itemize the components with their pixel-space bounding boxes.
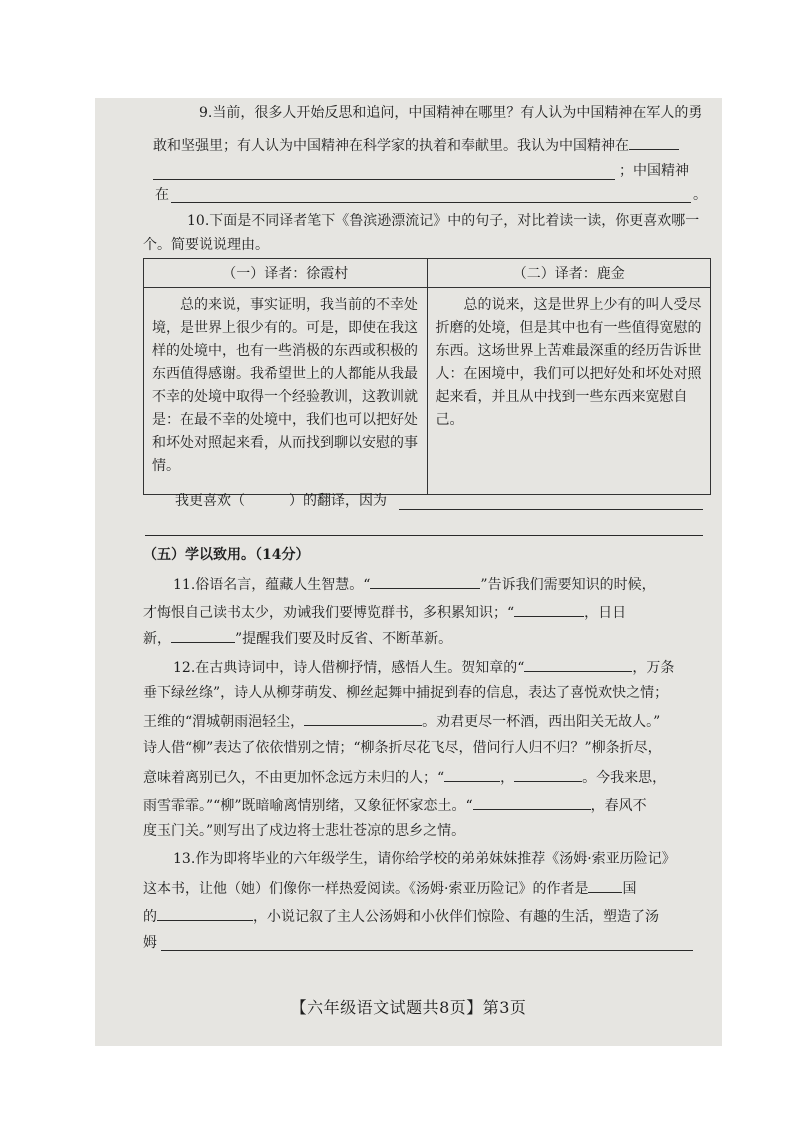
q12-line-1 <box>173 657 674 677</box>
q9-line-1 <box>199 104 702 122</box>
q11-text-2: ”告诉我们需要知识的时候， <box>480 577 656 593</box>
q9-answer-blank-2[interactable] <box>153 179 615 180</box>
q9-text-1: 9.当前，很多人开始反思和追问，中国精神在哪里？有人认为中国精神在军人的勇 <box>199 105 703 121</box>
q12-text-6: 诗人借“柳”表达了依依惜别之情；“柳条折尽花飞尽，借问行人归不归？”柳条折尽， <box>143 740 662 756</box>
q9-line-2 <box>153 135 679 155</box>
translation-text-2 <box>427 288 711 495</box>
q12-text-12: 度玉门关。”则写出了戍边将士悲壮苍凉的思乡之情。 <box>143 823 466 839</box>
translation-paragraph-1: 总的来说，事实证明，我当前的不幸处境，是世界上很少有的。可是，即使在我这样的处境中，也有一些消极的东西或积极的东西值得感谢。我希望世上的人都能从我最不幸的处境中取得一个经验教训，这教训就是：在最不幸的处境中，我们也可以把好处和坏处对照起来看，从而找到聊以安慰的事情。 <box>152 297 418 474</box>
page-footer: 【六年级语文试题共8页】第3页 <box>290 998 527 1017</box>
q13-text-1: 13.作为即将毕业的六年级学生，请你给学校的弟弟妹妹推荐《汤姆·索亚历险记》 <box>173 851 676 867</box>
translation-text-1 <box>144 288 428 495</box>
q12-text-9: 。今我来思， <box>582 770 667 786</box>
q11-text-4: ，日日 <box>584 605 627 621</box>
q13-text-2: 这本书，让他（她）们像你一样热爱阅读。《汤姆·索亚历险记》的作者是 <box>143 881 589 897</box>
q11-line-1 <box>173 574 656 594</box>
q12-blank-1[interactable] <box>524 657 632 672</box>
q9-text-3: ；中国精神 <box>619 163 689 179</box>
header-translator-1: （一）译者：徐霞村 <box>144 259 428 288</box>
q10-text-1: 10.下面是不同译者笔下《鲁滨逊漂流记》中的句子，对比着读一读，你更喜欢哪一 <box>187 213 700 229</box>
q12-line-4 <box>143 739 662 757</box>
q12-text-4: 王维的“渭城朝雨浥轻尘， <box>143 714 305 730</box>
q11-line-3 <box>143 628 452 648</box>
q11-text-5: 新， <box>143 631 171 647</box>
q12-text-8: ， <box>500 770 515 786</box>
q12-blank-3[interactable] <box>444 767 500 782</box>
q10-reason-blank-1[interactable] <box>399 509 703 510</box>
q9-answer-blank-3[interactable] <box>171 202 691 203</box>
q11-text-1: 11.俗语名言，蕴藏人生智慧。“ <box>173 577 371 593</box>
q12-text-7: 意味着离别已久，不由更加怀念远方未归的人；“ <box>143 770 445 786</box>
q9-text-5: 。 <box>693 187 707 203</box>
q12-line-6 <box>143 795 647 815</box>
q11-text-6: ”提醒我们要及时反省、不断革新。 <box>235 631 453 647</box>
q11-blank-3[interactable] <box>171 628 235 643</box>
q13-text-4: 的 <box>143 909 157 925</box>
q12-text-2: ，万条 <box>632 660 675 676</box>
q11-blank-1[interactable] <box>370 574 480 589</box>
q10-line-1 <box>187 212 699 230</box>
q13-author-blank[interactable] <box>157 906 253 921</box>
q12-blank-2[interactable] <box>304 711 422 726</box>
q13-text-6: 姆 <box>143 935 157 951</box>
translation-paragraph-2: 总的说来，这是世界上少有的叫人受尽折磨的处境，但是其中也有一些值得宽慰的东西。这场世界上苦难最深重的经历告诉世人：在困境中，我们可以把好处和坏处对照起来看，并且从中找到一些东西来宽慰自己。 <box>435 297 702 428</box>
q12-text-11: ，春风不 <box>590 798 647 814</box>
q13-line-3 <box>143 906 659 926</box>
q11-blank-2[interactable] <box>514 602 584 617</box>
q9-line-3 <box>619 162 689 180</box>
table-header-row <box>144 259 711 288</box>
exam-page <box>95 98 722 1046</box>
q13-country-blank[interactable] <box>588 878 622 893</box>
q10-prefer-text-b: ）的翻译，因为 <box>289 493 387 509</box>
q11-line-2 <box>143 602 626 622</box>
q12-line-3 <box>143 711 660 731</box>
q9-text-2: 敢和坚强里；有人认为中国精神在科学家的执着和奉献里。我认为中国精神在 <box>153 138 629 154</box>
q12-text-1: 12.在古典诗词中，诗人借柳抒情，感悟人生。贺知章的“ <box>173 660 525 676</box>
q13-line-2 <box>143 878 636 898</box>
q12-line-2 <box>143 684 668 702</box>
header-translator-2: （二）译者：鹿金 <box>427 259 711 288</box>
q12-blank-4[interactable] <box>514 767 582 782</box>
q12-text-5: 。劝君更尽一杯酒，西出阳关无故人。” <box>422 714 661 730</box>
q13-text-5: ，小说记叙了主人公汤姆和小伙伴们惊险、有趣的生活，塑造了汤 <box>253 909 659 925</box>
q13-line-1 <box>173 850 676 868</box>
q10-reason-blank-2[interactable] <box>145 535 703 536</box>
table-row <box>144 288 711 495</box>
q9-line-4 <box>155 186 169 204</box>
q13-character-blank[interactable] <box>161 950 693 951</box>
q12-blank-5[interactable] <box>473 795 591 810</box>
q10-line-2 <box>143 236 269 254</box>
q10-text-2: 个。简要说说理由。 <box>143 237 269 253</box>
q12-text-10: 雨雪霏霏。”“柳”既暗喻离情别绪，又象征怀家恋土。“ <box>143 798 473 814</box>
q9-text-4: 在 <box>155 187 169 203</box>
page-content <box>95 98 722 1046</box>
q11-text-3: 才悔恨自己读书太少，劝诫我们要博览群书，多积累知识；“ <box>143 605 515 621</box>
section-5-title-text: （五）学以致用。（14分） <box>143 547 310 563</box>
q9-answer-blank-1[interactable] <box>629 135 679 150</box>
section-5-title <box>143 546 309 564</box>
q12-text-3: 垂下绿丝绦”，诗人从柳芽萌发、柳丝起舞中捕捉到春的信息，表达了喜悦欢快之情； <box>143 685 669 701</box>
q13-line-4 <box>143 934 157 952</box>
q13-text-3: 国 <box>622 881 637 897</box>
q10-prefer-text-a: 我更喜欢（ <box>175 493 245 509</box>
translation-comparison-table <box>143 258 711 495</box>
q10-prefer-line <box>175 492 387 510</box>
q9-line-4-end <box>693 186 707 204</box>
q12-line-5 <box>143 767 666 787</box>
q12-line-7 <box>143 822 465 840</box>
